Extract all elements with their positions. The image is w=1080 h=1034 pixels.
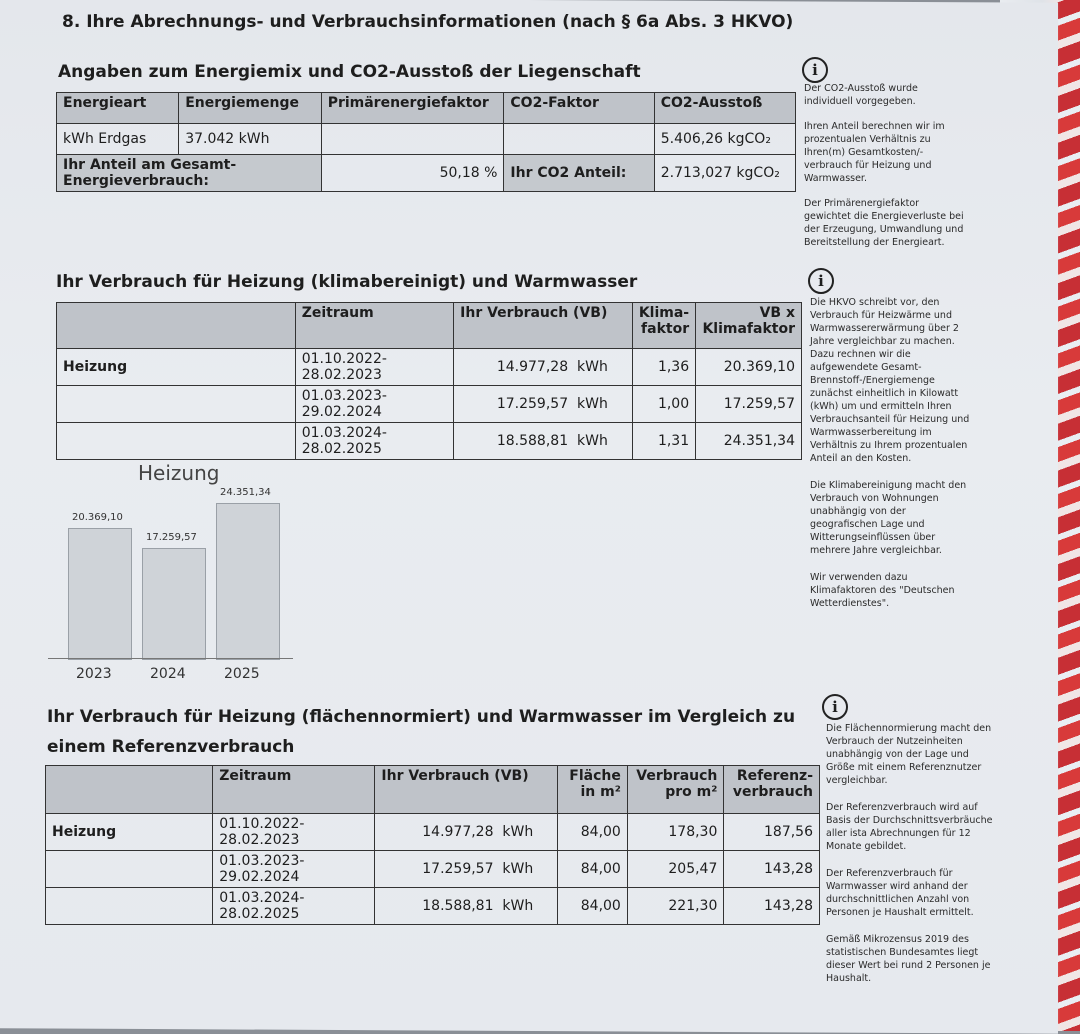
energiemix-table <box>56 92 796 192</box>
flaeche-table <box>45 765 820 925</box>
verbrauch-cell <box>375 851 558 888</box>
ergebnis-cell: 24.351,34 <box>696 423 802 460</box>
side-note: Ihren Anteil berechnen wir im prozentualen Verhältnis zu Ihren(m) Gesamtkosten/-verbrauch für Heizung und Warmwasser. <box>804 121 945 184</box>
side-note: Die Klimabereinigung macht den Verbrauch von Wohnungen unabhängig von der geografischen Lage und Witterungseinflüssen über mehrere Jahre vergleichbar. <box>810 480 967 556</box>
side-notes-klima <box>810 296 975 610</box>
col-vb-x-klimafaktor <box>696 303 802 349</box>
verbrauch-cell <box>454 423 633 460</box>
verbrauch-unit: kWh <box>577 359 608 375</box>
col-verbrauch: Ihr Verbrauch (VB) <box>375 766 558 814</box>
chart-value-label: 17.259,57 <box>146 532 197 543</box>
verbrauch-cell <box>375 888 558 925</box>
primaerenergiefaktor-cell <box>321 124 504 155</box>
chart-bar-2023 <box>68 528 132 660</box>
col-pro-line1: Verbrauch <box>636 768 718 784</box>
flaeche-title-line1: Ihr Verbrauch für Heizung (flächennormiert) und Warmwasser im Vergleich zu <box>47 707 796 727</box>
side-note: Die HKVO schreibt vor, den Verbrauch für Heizwärme und Warmwassererwärmung über 2 Jahre vergleichbar zu machen. Dazu rechnen wir die aufgewendete Gesamt-Brennstoff-/Energiemenge zunächst einheitlich in Kilowatt (kWh) um und ermitteln Ihren Verbrauchsanteil für Heizung und Warmwasserbereitung im Verhältnis zu Ihrem prozentualen Anteil an den Kosten. <box>810 297 970 464</box>
verbrauch-unit: kWh <box>577 433 608 449</box>
info-icon: i <box>822 694 848 720</box>
col-flaeche-line1: Fläche <box>569 768 621 784</box>
col-klimafaktor-line1: Klima- <box>638 305 690 321</box>
verbrauch-unit: kWh <box>577 396 608 412</box>
faktor-cell: 1,31 <box>632 423 695 460</box>
info-icon: i <box>808 268 834 294</box>
flaeche-title <box>47 702 795 762</box>
faktor-cell: 1,36 <box>632 349 695 386</box>
flaeche-cell: 84,00 <box>558 851 628 888</box>
col-label <box>46 766 213 814</box>
col-pro-m2 <box>627 766 724 814</box>
table-row <box>46 888 820 925</box>
col-label <box>57 303 296 349</box>
col-co2-faktor: CO2-Faktor <box>504 93 654 124</box>
side-note: Wir verwenden dazu Klimafaktoren des "Deutschen Wetterdienstes". <box>810 572 955 609</box>
flaeche-cell: 84,00 <box>558 814 628 851</box>
row-label: Heizung <box>57 349 296 386</box>
chart-tick-label: 2024 <box>150 666 186 682</box>
chart-bar-2024 <box>142 548 206 660</box>
chart-x-axis <box>48 658 293 659</box>
side-note: Die Flächennormierung macht den Verbrauch der Nutzeinheiten unabhängig von der Lage und Größe mit einem Referenznutzer vergleichbar. <box>826 723 992 786</box>
verbrauch-unit: kWh <box>502 861 534 877</box>
col-ref-line2: verbrauch <box>732 784 813 800</box>
referenz-cell: 143,28 <box>724 888 820 925</box>
verbrauch-value: 14.977,28 <box>422 824 494 840</box>
table-row <box>46 814 820 851</box>
col-energieart: Energieart <box>57 93 179 124</box>
verbrauch-unit: kWh <box>502 898 534 914</box>
pro-m2-cell: 205,47 <box>627 851 724 888</box>
col-vbx-line1: VB x <box>759 305 795 321</box>
ergebnis-cell: 17.259,57 <box>696 386 802 423</box>
row-label <box>46 888 213 925</box>
chart-bar-2025 <box>216 503 280 660</box>
chart-tick-label: 2023 <box>76 666 112 682</box>
verbrauch-value: 14.977,28 <box>496 359 569 375</box>
col-zeitraum: Zeitraum <box>213 766 375 814</box>
referenz-cell: 143,28 <box>724 851 820 888</box>
col-klimafaktor <box>632 303 695 349</box>
ergebnis-cell: 20.369,10 <box>696 349 802 386</box>
verbrauch-value: 17.259,57 <box>422 861 494 877</box>
col-vbx-line2: Klimafaktor <box>702 321 795 337</box>
chart-plot-area <box>40 455 300 690</box>
page-title: 8. Ihre Abrechnungs- und Verbrauchsinformationen (nach § 6a Abs. 3 HKVO) <box>62 12 794 32</box>
co2-faktor-cell <box>504 124 654 155</box>
info-icon: i <box>802 57 828 83</box>
col-pro-line2: pro m² <box>665 784 718 800</box>
side-note: Gemäß Mikrozensus 2019 des statistischen Bundesamtes liegt dieser Wert bei rund 2 Personen je Haushalt. <box>826 934 991 984</box>
energieart-cell: kWh Erdgas <box>57 124 179 155</box>
table-row <box>46 851 820 888</box>
klima-table <box>56 302 802 460</box>
col-flaeche-line2: in m² <box>580 784 621 800</box>
co2-ausstoss-cell: 5.406,26 kgCO₂ <box>654 124 795 155</box>
co2-anteil-value: 2.713,027 kgCO₂ <box>654 155 795 192</box>
table-row <box>57 386 802 423</box>
chart-title: Heizung <box>138 461 220 485</box>
chart-value-label: 24.351,34 <box>220 487 271 498</box>
flaeche-title-line2: einem Referenzverbrauch <box>47 737 295 757</box>
verbrauch-value: 18.588,81 <box>422 898 494 914</box>
energiemenge-cell: 37.042 kWh <box>179 124 322 155</box>
row-label: Heizung <box>46 814 213 851</box>
side-notes-energiemix <box>804 82 964 249</box>
verbrauch-cell <box>454 349 633 386</box>
table-row <box>57 423 802 460</box>
side-notes-flaeche <box>826 722 996 985</box>
faktor-cell: 1,00 <box>632 386 695 423</box>
side-note: Der Referenzverbrauch für Warmwasser wird anhand der durchschnittlichen Anzahl von Personen je Haushalt ermittelt. <box>826 868 974 918</box>
chart-value-label: 20.369,10 <box>72 512 123 523</box>
row-label <box>57 423 296 460</box>
zeitraum-cell: 01.03.2023-29.02.2024 <box>213 851 375 888</box>
zeitraum-cell: 01.03.2024-28.02.2025 <box>213 888 375 925</box>
row-label <box>46 851 213 888</box>
table-row <box>57 349 802 386</box>
verbrauch-unit: kWh <box>502 824 534 840</box>
side-note: Der Referenzverbrauch wird auf Basis der Durchschnittsverbräuche aller ista Abrechnungen für 12 Monate gebildet. <box>826 802 993 852</box>
co2-anteil-label: Ihr CO2 Anteil: <box>504 155 654 192</box>
col-verbrauch: Ihr Verbrauch (VB) <box>454 303 633 349</box>
zeitraum-cell: 01.03.2023-29.02.2024 <box>295 386 453 423</box>
zeitraum-cell: 01.10.2022-28.02.2023 <box>295 349 453 386</box>
col-primaerenergiefaktor: Primärenergiefaktor <box>321 93 504 124</box>
col-referenz <box>724 766 820 814</box>
verbrauch-value: 18.588,81 <box>496 433 569 449</box>
zeitraum-cell: 01.10.2022-28.02.2023 <box>213 814 375 851</box>
flaeche-cell: 84,00 <box>558 888 628 925</box>
col-ref-line1: Referenz- <box>736 768 813 784</box>
col-flaeche <box>558 766 628 814</box>
col-energiemenge: Energiemenge <box>179 93 322 124</box>
klima-title: Ihr Verbrauch für Heizung (klimabereinigt) und Warmwasser <box>56 272 638 292</box>
heizung-chart <box>40 455 300 690</box>
zeitraum-cell: 01.03.2024-28.02.2025 <box>295 423 453 460</box>
anteil-label: Ihr Anteil am Gesamt-Energieverbrauch: <box>57 155 322 192</box>
energiemix-title: Angaben zum Energiemix und CO2-Ausstoß der Liegenschaft <box>58 62 641 82</box>
verbrauch-cell <box>375 814 558 851</box>
side-note: Der Primärenergiefaktor gewichtet die Energieverluste bei der Erzeugung, Umwandlung und Bereitstellung der Energieart. <box>804 198 964 248</box>
pro-m2-cell: 221,30 <box>627 888 724 925</box>
row-label <box>57 386 296 423</box>
referenz-cell: 187,56 <box>724 814 820 851</box>
chart-tick-label: 2025 <box>224 666 260 682</box>
anteil-value: 50,18 % <box>321 155 504 192</box>
col-zeitraum: Zeitraum <box>295 303 453 349</box>
col-co2-ausstoss: CO2-Ausstoß <box>654 93 795 124</box>
pro-m2-cell: 178,30 <box>627 814 724 851</box>
side-note: Der CO2-Ausstoß wurde individuell vorgegeben. <box>804 83 918 107</box>
verbrauch-value: 17.259,57 <box>496 396 569 412</box>
col-klimafaktor-line2: faktor <box>641 321 690 337</box>
verbrauch-cell <box>454 386 633 423</box>
